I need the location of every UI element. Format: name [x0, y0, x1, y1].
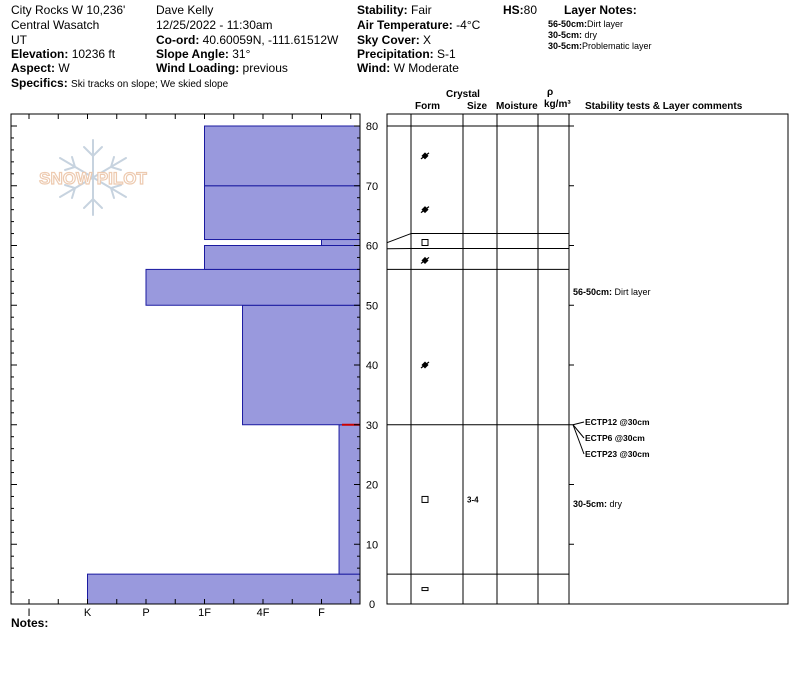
y-tick-label: 50 — [365, 300, 379, 313]
svg-text:SNOW PILOT: SNOW PILOT — [39, 169, 147, 188]
hardness-bar — [205, 186, 361, 240]
comments-header: Stability tests & Layer comments — [585, 101, 743, 112]
layer-note: 30-5cm:Problematic layer — [548, 41, 652, 51]
location: City Rocks W 10,236' — [11, 3, 126, 17]
faceted-symbol — [422, 588, 428, 591]
layer-connector — [387, 234, 411, 243]
hardness-bar — [88, 574, 361, 604]
hardness-bar — [205, 126, 361, 186]
x-tick-label: P — [142, 607, 150, 619]
faceted-symbol — [422, 496, 428, 502]
layer-comment: 30-5cm: dry — [573, 499, 623, 509]
layer-table-frame — [387, 114, 788, 604]
coordinates: Co-ord: 40.60059N, -111.61512W — [156, 33, 339, 47]
elevation: Elevation: 10236 ft — [11, 47, 116, 61]
test-pointer — [573, 425, 584, 454]
y-tick-label: 20 — [365, 479, 379, 492]
precipitation: Precipitation: S-1 — [357, 47, 456, 61]
specifics: Specifics: Ski tracks on slope; We skied slope — [11, 76, 229, 90]
x-tick-label: K — [83, 607, 92, 619]
x-tick-label: I — [27, 607, 31, 619]
observer: Dave Kelly — [156, 3, 214, 17]
layer-note: 56-50cm:Dirt layer — [548, 19, 624, 29]
stability-test: ECTP6 @30cm — [585, 433, 645, 443]
density-unit: kg/m³ — [544, 99, 571, 110]
x-tick-label: F — [318, 607, 325, 619]
wind: Wind: W Moderate — [357, 61, 459, 75]
hardness-bar — [205, 246, 361, 270]
slope-angle: Slope Angle: 31° — [156, 47, 251, 61]
density-symbol: ρ — [547, 87, 554, 98]
form-header: Form — [415, 101, 440, 112]
crystal-header: Crystal — [446, 89, 480, 100]
size-header: Size — [467, 101, 488, 112]
wind-loading: Wind Loading: previous — [156, 61, 288, 75]
stability-test: ECTP23 @30cm — [585, 449, 650, 459]
y-tick-label: 10 — [365, 539, 379, 552]
faceted-rounded-symbol — [421, 152, 429, 159]
faceted-rounded-symbol — [421, 361, 429, 368]
faceted-rounded-symbol — [421, 257, 429, 264]
snow-height: HS:80 — [503, 3, 538, 17]
faceted-symbol — [422, 240, 428, 246]
crystal-size: 3-4 — [467, 495, 479, 505]
stability: Stability: Fair — [357, 3, 432, 17]
hardness-bar — [243, 305, 360, 425]
stability-test: ECTP12 @30cm — [585, 417, 650, 427]
test-pointer — [573, 422, 584, 425]
y-tick-label: 30 — [365, 419, 379, 432]
layer-comment: 56-50cm: Dirt layer — [573, 287, 651, 297]
layer-notes-title: Layer Notes: — [564, 3, 637, 17]
state: UT — [11, 33, 27, 47]
date-time: 12/25/2022 - 11:30am — [156, 18, 273, 32]
x-tick-label: 4F — [256, 607, 270, 619]
y-tick-label: 0 — [368, 599, 376, 611]
hardness-bar — [339, 425, 360, 574]
moisture-header: Moisture — [496, 101, 538, 112]
notes-label: Notes: — [11, 616, 49, 630]
range: Central Wasatch — [11, 18, 100, 32]
layer-note: 30-5cm: dry — [548, 30, 598, 40]
sky-cover: Sky Cover: X — [357, 33, 432, 47]
test-pointer — [573, 425, 584, 438]
y-tick-label: 60 — [365, 240, 379, 253]
air-temperature: Air Temperature: -4°C — [357, 18, 481, 32]
faceted-rounded-symbol — [421, 206, 429, 213]
y-tick-label: 40 — [365, 360, 379, 372]
y-tick-label: 70 — [365, 180, 379, 193]
y-tick-label: 80 — [365, 121, 379, 133]
hardness-bar — [322, 240, 361, 246]
snowpilot-logo — [39, 140, 147, 215]
x-tick-label: 1F — [198, 607, 211, 619]
aspect: Aspect: W — [11, 61, 70, 75]
hardness-bar — [146, 269, 360, 305]
